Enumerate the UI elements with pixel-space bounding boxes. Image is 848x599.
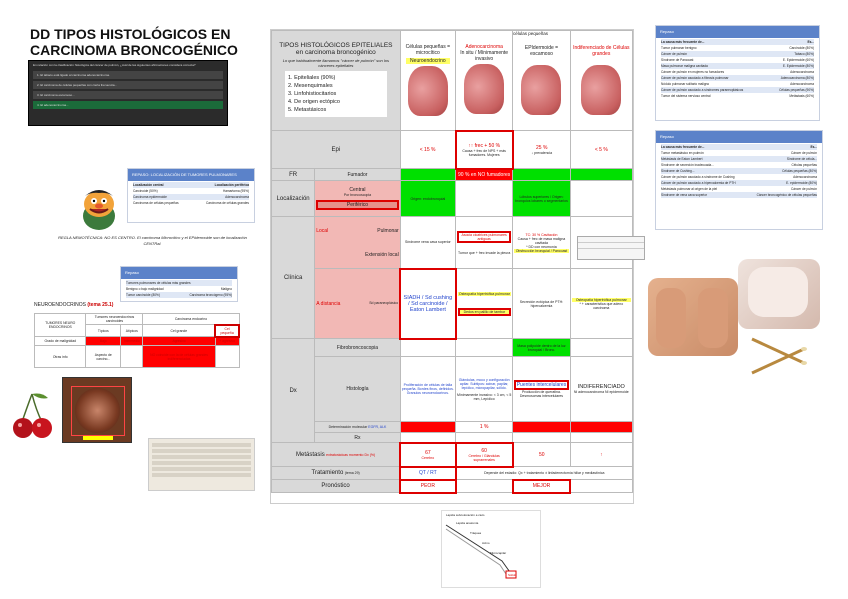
clinica-distancia-label: A distancia bbox=[316, 300, 341, 307]
rc1-cell: Cáncer de pulmón bbox=[661, 52, 688, 56]
row-label-dx: Dx bbox=[272, 339, 315, 443]
dx-molec-epi bbox=[513, 422, 570, 433]
metastasis-note: extratorácicas momento Dx (%) bbox=[326, 452, 376, 457]
clinica-epi-local bbox=[513, 217, 570, 269]
rc1-cell: Adenocarcinoma bbox=[790, 82, 814, 86]
quiz-option-correct[interactable]: 4. El adenocarcinoma... bbox=[33, 101, 223, 109]
col-sub: In situ / Mínimamente invasivo bbox=[460, 50, 509, 63]
tratamiento-sclc: QT / RT bbox=[400, 467, 455, 480]
right-card1-table bbox=[656, 38, 819, 100]
fr-sclc bbox=[400, 169, 455, 181]
quiz-option[interactable]: 3. El carcinoma escamoso... bbox=[33, 91, 223, 99]
col-header-epi bbox=[513, 31, 570, 131]
rc2-cell: Síndrome de vena cava superior bbox=[661, 193, 708, 197]
ntab-cell-highlight: Cel pequeña bbox=[215, 325, 239, 337]
rc2-cell: Células pequeñas bbox=[791, 163, 817, 167]
reminder-col1: Localización central bbox=[133, 183, 164, 187]
rc2-cell: La causa más frecuente de... bbox=[661, 145, 705, 149]
repaso-small-table bbox=[121, 279, 237, 299]
clinica-epi-p: TC: 30 % Cavitación bbox=[525, 232, 558, 237]
quiz-panel bbox=[28, 60, 228, 126]
ntab-cell: Cel grande bbox=[143, 325, 215, 337]
lung-icon bbox=[581, 65, 621, 115]
ntab-cell bbox=[121, 346, 143, 368]
loc-central-label: Central bbox=[349, 187, 366, 193]
lung-icon bbox=[521, 65, 561, 115]
metastasis-sclc bbox=[400, 443, 455, 467]
row-label-localizacion: Localización bbox=[272, 181, 315, 217]
dx-histo-adeno-min: Mínimamente invasivo: < 3 cm, < 5 mm, Lepídico bbox=[457, 392, 512, 401]
quiz-option[interactable]: 1. El tabaco está ligado al carcinoma adenocarcinoma. bbox=[33, 71, 223, 79]
ntab-cell: Otras info bbox=[35, 346, 86, 368]
dx-histo-sclc: Proliferación de células de talla pequeña. Bordes finos, definidos. Granulos neuroendocrinos. bbox=[400, 357, 455, 422]
ntab-cell: NO coincide con la de células grandes indiferenciadas bbox=[143, 346, 215, 368]
right-card2-table bbox=[656, 143, 822, 199]
diagram-label: Microcapilar bbox=[490, 551, 507, 555]
rc2-cell: Adenocarcinoma bbox=[793, 175, 817, 179]
mnemonic-citation: REGLA NEMOTÉCNICA: NO ES CENTRO. El carcinoma Microcítico y el EPIdermoide son de localización CENTRal. bbox=[58, 235, 247, 246]
list-item: 4. De origen ectópico bbox=[288, 98, 340, 105]
rc1-cell: Cáncer de pulmón en mujeres no fumadores bbox=[661, 70, 725, 74]
ntab-cell: Atípicos bbox=[121, 325, 143, 337]
clinica-adeno-para-text: Osteopatía hipertrófica pulmonar bbox=[458, 291, 510, 296]
list-item: 3. Linfohistiocitarios bbox=[288, 90, 337, 97]
metastasis-adeno-sub: Cerebro / Glándulas suprarrenales bbox=[468, 453, 500, 462]
fr-adeno: 90 % en NO fumadores bbox=[456, 169, 513, 181]
dx-molec-text: Determinación molecular bbox=[328, 425, 368, 429]
epi-epi-note: ↓ prevalencia bbox=[531, 150, 553, 155]
rc2-cell: Cáncer de pulmón asociado a hipercalcemia de PTH bbox=[661, 181, 736, 185]
list-item: 5. Metastásicos bbox=[288, 106, 327, 113]
reminder-cell: Carcinoide (50%) bbox=[133, 189, 158, 193]
clinica-lcc-para2: * + característica que adeno carcinoma bbox=[579, 301, 624, 310]
rc2-cell: Células pequeñas (80%) bbox=[782, 169, 817, 173]
repaso-small-title: Tumores pulmonares de células más grandes bbox=[126, 280, 232, 286]
rc1-cell: Células pequeñas (90%) bbox=[779, 88, 814, 92]
neuro-title-note: (tema 25.1) bbox=[87, 302, 114, 308]
neuroendocrine-title bbox=[34, 302, 113, 308]
rc1-col: Es... bbox=[807, 40, 814, 44]
dx-histo-adeno-text: Glándulas, moco y configuración apilar. Subtipos: acinar, papilar, lepídico, micropapilar, sólido. bbox=[458, 377, 510, 390]
loc-peripheral-label: Periférico bbox=[316, 200, 398, 210]
dx-molec-label bbox=[315, 422, 400, 433]
clinica-adeno-local bbox=[456, 217, 513, 269]
header-intro-cell bbox=[272, 31, 401, 131]
clinica-adeno-ext: Tumor que + frec invade la pleura bbox=[458, 250, 511, 255]
reminder-card bbox=[127, 168, 255, 223]
ntab-cell: Intermedio bbox=[121, 337, 143, 346]
clinica-epi-para: Secreción ectópica de PTH: hipercalcemia bbox=[513, 269, 570, 339]
metastasis-adeno-value: 60 bbox=[481, 447, 487, 454]
neuro-title-text: NEUROENDOCRINOS bbox=[34, 302, 86, 308]
neuroendocrine-table bbox=[34, 313, 240, 368]
reminder-header: REPASO: LOCALIZACIÓN DE TUMORES PULMONARES bbox=[128, 169, 254, 181]
col-header-lcc bbox=[570, 31, 632, 131]
rc1-cell: Cáncer de pulmón asociado a síndromes paraneoplásicos bbox=[661, 88, 744, 92]
ntab-cell: Típicos bbox=[86, 325, 121, 337]
lung-icon bbox=[408, 66, 448, 116]
col-header-adeno bbox=[456, 31, 513, 131]
fr-epi bbox=[513, 169, 570, 181]
dx-fibro-adeno bbox=[456, 339, 513, 357]
ntab-cell: Grado de malignidad bbox=[35, 337, 86, 346]
cherry-icon bbox=[12, 392, 54, 442]
diagram-label: Lapida subcolocación a cielo bbox=[446, 513, 485, 517]
rc1-cell: Tabaco (80%) bbox=[794, 52, 814, 56]
reminder-cell: Carcinoma epidermoide bbox=[133, 195, 167, 199]
fr-lcc bbox=[570, 169, 632, 181]
metastasis-sclc-value: 67 bbox=[425, 449, 431, 456]
clinica-paraneo-label: Sd paraneoplásico bbox=[369, 300, 399, 305]
rc1-cell: Adenocarcinoma (80%) bbox=[780, 76, 814, 80]
mini-table bbox=[577, 236, 645, 260]
rc2-cell: Cáncer de pulmón bbox=[790, 151, 817, 155]
metastasis-label-cell bbox=[272, 443, 401, 467]
row-label-epi: Epi bbox=[272, 131, 401, 169]
epi-sclc: < 15 % bbox=[400, 131, 455, 169]
list-item: 2. Mesenquimales bbox=[288, 82, 333, 89]
epi-epi bbox=[513, 131, 570, 169]
reminder-cell: Carcinoma de células grandes bbox=[205, 201, 249, 205]
dx-histo-lcc-text: INDIFERENCIADO bbox=[577, 384, 625, 390]
group-label: células pequeñas bbox=[513, 31, 549, 36]
dx-rx-label: Rx bbox=[315, 433, 400, 443]
dx-fibro-sclc bbox=[400, 339, 455, 357]
clinica-pulmonar-label: Pulmonar bbox=[377, 227, 399, 234]
pronostico-epi: MEJOR bbox=[513, 480, 570, 493]
clubbed-fingers-photo bbox=[648, 278, 738, 356]
dx-fibro-lcc bbox=[570, 339, 632, 357]
pronostico-label: Pronóstico bbox=[272, 480, 401, 493]
loc-central bbox=[315, 181, 400, 217]
ntab-cell: TUMORES NEURO ENDOCRINOS bbox=[35, 314, 86, 337]
loc-central-sub: Por broncoscopia bbox=[343, 193, 372, 197]
dx-histo-epi-text2: Producción de queratina. Desmosomas intercelulares bbox=[519, 390, 564, 398]
rc1-cell: Metástasis (60%) bbox=[789, 94, 814, 98]
main-comparison-table bbox=[270, 29, 634, 504]
diagram-label: Tráquea bbox=[470, 531, 482, 535]
rc2-cell: Cáncer de pulmón asociado a síndrome de Cushing bbox=[661, 175, 735, 179]
main-head-subtitle: Lo que habitualmente llamamos "cáncer de pulmón" son los cánceres epiteliales bbox=[282, 57, 389, 68]
rc1-cell: Carcinoide (80%) bbox=[789, 46, 814, 50]
clinica-epi-ext: Obstrucción bronquial / Pancoast bbox=[515, 248, 568, 253]
ntab-cell: Bajo bbox=[86, 337, 121, 346]
dx-fibro-epi: Masa polipoide dentro de la luz bronquial / Bronc. bbox=[513, 339, 570, 357]
tratamiento-rest: Depende del estadio: Qx + tratamiento ± linfadenectomía hiliar y mediastínica bbox=[456, 467, 633, 480]
rc1-cell: Cáncer de pulmón asociado a fibrosis pulmonar bbox=[661, 76, 729, 80]
col-header-sclc bbox=[400, 31, 455, 131]
dx-molec-markers: EGFR, ALK bbox=[368, 425, 387, 429]
quiz-question: En relación con la clasificación histológica del cáncer de pulmón, ¿cuál de las siguientes afirmaciones considera correcta? bbox=[33, 63, 196, 67]
drumsticks-icon bbox=[748, 333, 808, 383]
right-repaso-card-1 bbox=[655, 25, 820, 121]
rc1-cell: Tumor del sistema nervioso central bbox=[661, 94, 711, 98]
col-title: Adenocarcinoma bbox=[465, 44, 503, 51]
clinica-distancia bbox=[315, 269, 400, 339]
rc1-cell: Masa pulmonar maligna cavitada bbox=[661, 64, 708, 68]
rc2-cell: Cáncer broncogénico de células pequeñas bbox=[756, 193, 817, 197]
rc1-cell: Tumor pulmonar benigno bbox=[661, 46, 697, 50]
rc1-col: La causa más frecuente de... bbox=[661, 40, 705, 44]
dx-molec-lcc bbox=[570, 422, 632, 433]
diagram-label: Lapida anatomía bbox=[456, 521, 479, 525]
rc2-cell: Es... bbox=[810, 145, 817, 149]
clinica-sclc-para: SIADH / Sd cushing / Sd carcinoide / Eaton Lambert bbox=[400, 269, 455, 339]
tratamiento-note: (tema 29) bbox=[344, 471, 360, 475]
clinica-adeno-para bbox=[456, 269, 513, 339]
rc1-cell: Síndrome de Pancoast bbox=[661, 58, 694, 62]
epi-epi-value: 25 % bbox=[536, 144, 548, 151]
col-title: EPIdermoide = escamoso bbox=[524, 44, 559, 57]
group-banner bbox=[276, 30, 632, 40]
repaso-cell: Tumor carcinoide (80%) bbox=[126, 293, 160, 297]
rc1-cell: Nódulo pulmonar solitario maligno bbox=[661, 82, 710, 86]
ntab-cell: Tumores neuroendocrinos carcinoides bbox=[86, 314, 143, 325]
rc2-cell: Síndrome de Cushing... bbox=[661, 169, 695, 173]
dx-molec-adeno: 1 % bbox=[456, 422, 513, 433]
rc1-cell: E. Epidermoide (80%) bbox=[782, 64, 814, 68]
clinica-lcc-para-text: Osteopatía hipertrófica pulmonar bbox=[572, 298, 631, 302]
clinica-adeno-para2: Dedos en palillo de tambor bbox=[458, 308, 512, 316]
dx-rx-epi bbox=[513, 433, 570, 443]
dx-histo-label: Histología bbox=[315, 357, 400, 422]
col-sub: Neuroendocrino bbox=[406, 58, 450, 64]
list-item: 1. Epiteliales (90%) bbox=[288, 74, 336, 81]
tratamiento-label-cell bbox=[272, 467, 401, 480]
lung-icon bbox=[464, 64, 504, 114]
endoscopy-caption bbox=[83, 436, 113, 440]
metastasis-epi: 50 bbox=[513, 443, 570, 467]
clinica-lcc-para bbox=[570, 269, 632, 339]
metastasis-lcc: ↑ bbox=[570, 443, 632, 467]
metastasis-label: Metástasis bbox=[296, 451, 325, 458]
loc-lcc bbox=[570, 181, 632, 217]
metastasis-sclc-sub: Cerebro bbox=[421, 455, 435, 460]
endoscopy-image bbox=[62, 377, 132, 443]
clinica-epi-p2: Causa + frec de masa maligna cavitada bbox=[517, 236, 566, 245]
ntab-cell bbox=[215, 346, 239, 368]
histology-table bbox=[271, 30, 633, 494]
hand-xray-photo bbox=[738, 259, 820, 329]
clinica-epi-p3: * DD con neumonía bbox=[526, 244, 557, 249]
epi-adeno-value: ↑↑ frec + 50 % bbox=[468, 142, 501, 149]
loc-sclc: Origen: endobronquial bbox=[400, 181, 455, 217]
pronostico-lcc bbox=[570, 480, 632, 493]
rc2-cell: Tumor metastásico en pulmón bbox=[661, 151, 704, 155]
right-card1-header: Repaso bbox=[656, 26, 819, 38]
rc2-cell: Síndrome de célula... bbox=[786, 157, 817, 161]
dx-histo-lcc-text2: Ni adenocarcinoma NI epidermoide bbox=[573, 390, 629, 394]
right-card2-header: Repaso bbox=[656, 131, 822, 143]
loc-adeno bbox=[456, 181, 513, 217]
dx-rx-adeno bbox=[456, 433, 513, 443]
epi-adeno bbox=[456, 131, 513, 169]
puppet-illustration-icon bbox=[77, 186, 122, 230]
dx-histo-epi-text: Puentes intercelulares bbox=[514, 380, 568, 390]
repaso-cell: Maligno bbox=[220, 287, 232, 291]
repaso-small-card bbox=[120, 266, 238, 302]
ntab-cell: + agresivo bbox=[215, 337, 239, 346]
rc1-cell: Adenocarcinoma bbox=[790, 70, 814, 74]
dx-fibro-label: Fibrobroncoscopia bbox=[315, 339, 400, 357]
quiz-option[interactable]: 2. El carcinoma de células pequeñas con cierta frecuencia... bbox=[33, 81, 223, 89]
page-title: DD TIPOS HISTOLÓGICOS EN CARCINOMA BRONCOGÉNICO bbox=[30, 26, 238, 58]
repaso-small-header: Repaso bbox=[121, 267, 237, 279]
clinica-extension-label: Extensión local bbox=[365, 251, 399, 258]
right-repaso-card-2 bbox=[655, 130, 823, 230]
dx-molec-sclc bbox=[400, 422, 455, 433]
reminder-cell: Carcinoma de células pequeñas bbox=[133, 201, 179, 205]
reminder-col2: Localización periférica bbox=[214, 183, 249, 187]
loc-epi: Lóbulos superiores / Origen: bronquios lobares o segmentarios bbox=[513, 181, 570, 217]
notes-paper bbox=[148, 438, 255, 491]
dx-rx-lcc bbox=[570, 433, 632, 443]
repaso-cell: Benigno o bajo malignidad bbox=[126, 287, 164, 291]
rc2-cell: Metástasis de Eaton Lambert bbox=[661, 157, 703, 161]
rc2-cell: Metástasis pulmonar al origen de la piel bbox=[661, 187, 718, 191]
col-title: Indiferenciado de Células grandes bbox=[573, 44, 630, 57]
epithelial-list bbox=[285, 71, 387, 117]
epi-lcc: < 5 % bbox=[570, 131, 632, 169]
diagram-label: Acino bbox=[482, 541, 490, 545]
epi-adeno-note: Causa + frec de NPS + más fumadores. Mujeres bbox=[462, 148, 506, 157]
ntab-cell: Aspecto de carcino... bbox=[86, 346, 121, 368]
adenocarcinoma-diagram bbox=[441, 510, 541, 588]
clinica-sclc-local: Síndrome vena cava superior bbox=[400, 217, 455, 269]
metastasis-adeno bbox=[456, 443, 513, 467]
ntab-cell: Agresivo bbox=[143, 337, 215, 346]
main-head-title: TIPOS HISTOLÓGICOS EPITELIALES en carcinoma broncogénico bbox=[279, 41, 393, 56]
dx-histo-adeno bbox=[456, 357, 513, 422]
clinica-adeno-p: Asocia cicatrices pulmonares antiguas bbox=[457, 231, 511, 243]
reminder-cell: Adenocarcinoma bbox=[225, 195, 249, 199]
reminder-cell: Hamartoma (95%) bbox=[222, 189, 249, 193]
clinica-local-label: Local bbox=[316, 227, 329, 234]
diagram-label: Sólido bbox=[508, 573, 517, 577]
repaso-cell: Carcinoma broncógeno (95%) bbox=[189, 293, 232, 297]
dx-histo-epi bbox=[513, 357, 570, 422]
reminder-table bbox=[128, 181, 254, 207]
ntab-cell: Carcinoma endocrino bbox=[143, 314, 239, 325]
rc1-cell: E. Epidermoide (60%) bbox=[782, 58, 814, 62]
row-label-fr: FR bbox=[272, 169, 315, 181]
rc2-cell: E. epidermoide (80%) bbox=[786, 181, 817, 185]
clinica-local bbox=[315, 217, 400, 269]
col-title: Células pequeñas = microcítico bbox=[405, 43, 451, 56]
rc2-cell: Cáncer de pulmón bbox=[790, 187, 817, 191]
endoscopy-grid bbox=[71, 386, 125, 436]
dx-histo-lcc bbox=[570, 357, 632, 422]
fr-value: Fumador bbox=[315, 169, 400, 181]
pronostico-sclc: PEOR bbox=[400, 480, 455, 493]
rc2-cell: Síndrome de secreción inadecuada... bbox=[661, 163, 714, 167]
dx-rx-sclc bbox=[400, 433, 455, 443]
row-label-clinica: Clínica bbox=[272, 217, 315, 339]
pronostico-adeno bbox=[456, 480, 513, 493]
tratamiento-label: Tratamiento bbox=[311, 470, 344, 476]
